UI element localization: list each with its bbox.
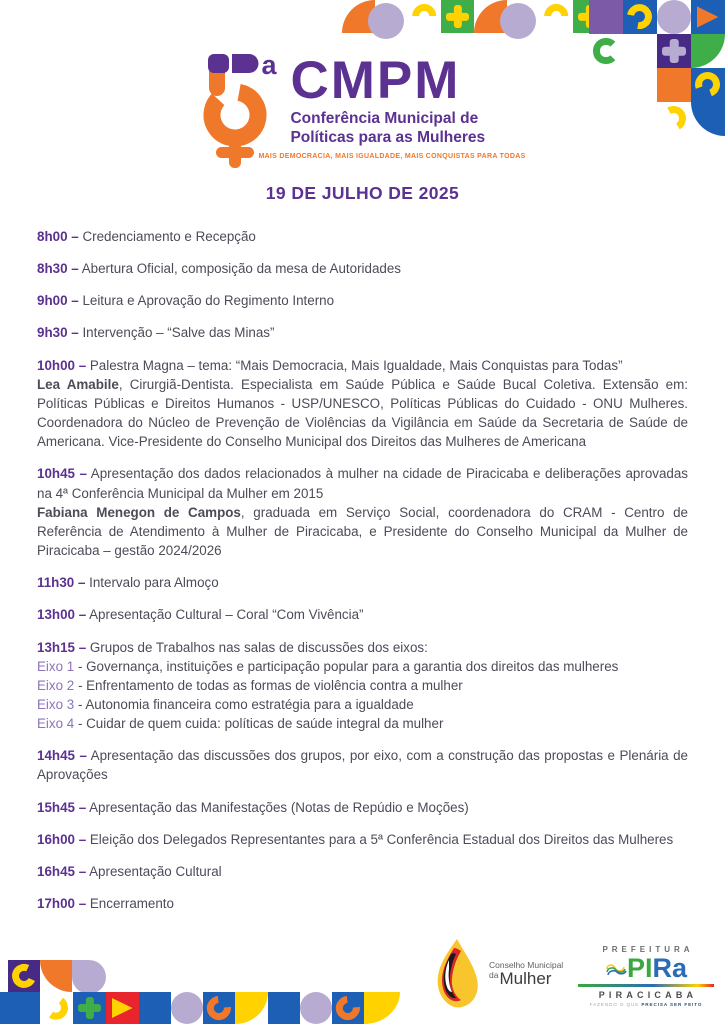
mosaic-tile: [589, 0, 623, 34]
eixo-desc: - Governança, instituições e participação popular para a garantia dos direitos das mulheres: [74, 658, 619, 674]
ring-shape: [9, 961, 39, 991]
schedule-time: 14h45 –: [37, 748, 87, 764]
eixo-label: Eixo 3: [37, 696, 75, 712]
council-name-main: Mulher: [499, 968, 552, 988]
eixo-label: Eixo 2: [37, 677, 75, 693]
mosaic-tile: [364, 992, 400, 1024]
prefeitura-tagline-light: FAZENDO O QUE: [589, 1001, 642, 1007]
schedule-time: 9h00 –: [37, 293, 79, 309]
schedule-time: 10h45 –: [37, 466, 87, 482]
eixo-label: Eixo 4: [37, 716, 75, 732]
mosaic-tile: [691, 34, 725, 68]
eixo-line: [37, 676, 688, 695]
event-acronym: CMPM: [290, 51, 461, 110]
wordmark-blue-part: Ra: [652, 953, 688, 983]
mosaic-tile: [573, 0, 606, 33]
mosaic-tile: [691, 68, 725, 102]
eixo-label: Eixo 1: [37, 658, 75, 674]
schedule-time: 8h30 –: [37, 261, 79, 277]
schedule-time: 15h45 –: [37, 799, 87, 815]
mosaic-tile: [40, 992, 73, 1024]
schedule-list: [37, 227, 688, 913]
arc-shape: [539, 0, 574, 34]
event-logo: [199, 50, 526, 168]
event-subtitle: [290, 110, 525, 147]
plus-shape: [73, 992, 106, 1024]
mosaic-tile: [268, 992, 300, 1024]
plus-shape: [441, 0, 474, 33]
schedule-item: [37, 227, 688, 246]
mosaic-tile: [300, 992, 332, 1024]
council-name-prefix: da: [489, 969, 499, 980]
logo-text: [258, 51, 526, 168]
schedule-item: [37, 291, 688, 310]
schedule-text: Apresentação Cultural: [89, 863, 222, 879]
plus-shape: [573, 0, 606, 33]
mosaic-tile: [139, 992, 171, 1024]
schedule-text: Apresentação das discussões dos grupos, por eixo, com a construção das propostas e Plenária de Aprovações: [37, 748, 688, 783]
schedule-text: Abertura Oficial, composição da mesa de Autoridades: [81, 261, 402, 277]
wordmark-underline: [578, 984, 714, 987]
council-logo-text: [489, 961, 563, 988]
schedule-time: 11h30 –: [37, 575, 86, 591]
schedule-item: [37, 323, 688, 342]
arc-shape: [407, 0, 442, 34]
schedule-text: Apresentação Cultural – Coral “Com Vivência”: [89, 607, 364, 623]
schedule-text: Leitura e Aprovação do Regimento Interno: [82, 293, 335, 309]
schedule-item: [37, 638, 688, 734]
council-flame-icon: [430, 938, 484, 1010]
mosaic-tile: [657, 0, 691, 34]
schedule-item: [37, 605, 688, 624]
ring-shape: [622, 0, 657, 35]
mosaic-tile: [0, 992, 40, 1024]
schedule-item: [37, 356, 688, 452]
eixo-line: [37, 657, 688, 676]
speaker-bio: , graduada em Serviço Social, coordenadora do CRAM - Centro de Referência de Atendimento à Mulher de Piracicaba, e Presidente do Conselho Municipal da Mulher de Piracicaba – gestão 2024/2026: [37, 504, 688, 559]
pira-ribbon-icon: [605, 960, 627, 978]
ring-shape: [691, 68, 724, 101]
prefeitura-city: PIRACICABA: [598, 989, 698, 1000]
mosaic-tile: [657, 102, 691, 136]
schedule-item: [37, 464, 688, 560]
mosaic-tile: [657, 34, 691, 68]
mosaic-tile: [691, 102, 725, 136]
prefeitura-wordmark: [572, 955, 720, 982]
speaker-bio: , Cirurgiã-Dentista. Especialista em Saúde Pública e Saúde Bucal Coletiva. Extensão em: Políticas Públicas e Direitos Humanos - USP/UNESCO, Políticas Públicas do Cuidado - ONU Mulheres. Coordenadora do Núcleo de Prevenção de Violências da Vigilância em Saúde da Secretaria de Saúde de Americana. Vice-Presidente do Conselho Municipal dos Direitos das Mulheres de Americana: [37, 376, 689, 450]
council-name-line1: Conselho Municipal: [489, 959, 564, 970]
eixo-desc: - Autonomia financeira como estratégia para a igualdade: [74, 696, 414, 712]
arrow-shape: [697, 6, 719, 28]
mosaic-tile: [8, 960, 40, 992]
bottom-left-mosaic-decoration: [0, 959, 402, 1024]
edition-ordinal: a: [261, 50, 277, 80]
ring-shape: [593, 38, 618, 63]
schedule-time: 16h00 –: [37, 831, 87, 847]
mosaic-tile: [106, 992, 139, 1024]
mosaic-tile: [623, 0, 657, 34]
mosaic-tile: [332, 992, 364, 1024]
ring-shape: [331, 991, 364, 1024]
mosaic-tile: [408, 0, 441, 33]
mosaic-tile: [73, 992, 106, 1024]
mosaic-tile: [474, 0, 507, 33]
schedule-text: Apresentação das Manifestações (Notas de Repúdio e Moções): [89, 799, 469, 815]
mosaic-tile: [40, 960, 72, 992]
mosaic-tile: [235, 992, 268, 1024]
schedule-time: 9h30 –: [37, 325, 79, 341]
schedule-text: Intervenção – “Salve das Minas”: [82, 325, 275, 341]
council-name-line2: [489, 970, 563, 988]
schedule-text: Eleição dos Delegados Representantes para a 5ª Conferência Estadual dos Direitos das Mulheres: [89, 831, 674, 847]
eixo-line: [37, 714, 688, 733]
date-heading: 19 DE JULHO DE 2025: [265, 183, 460, 203]
schedule-item: [37, 573, 688, 592]
schedule-text: Apresentação dos dados relacionados à mulher na cidade de Piracicaba e deliberações aprovadas na 4ª Conferência Municipal da Mulher em 2015: [37, 466, 689, 501]
prefeitura-logo: [572, 945, 720, 1007]
mosaic-tile: [72, 960, 106, 994]
schedule-item: [37, 862, 688, 881]
schedule-item: [37, 894, 688, 913]
schedule-item: [37, 830, 688, 849]
schedule-time: 13h00 –: [37, 607, 87, 623]
schedule-item: [37, 746, 688, 784]
eixo-line: [37, 695, 688, 714]
mosaic-tile: [657, 68, 691, 102]
mosaic-tile: [500, 3, 536, 39]
plus-shape: [657, 34, 691, 68]
schedule-time: 8h00 –: [37, 229, 79, 244]
prefeitura-tagline: [572, 1002, 720, 1007]
event-subtitle-line2: Políticas para as Mulheres: [290, 128, 486, 146]
schedule-time: 10h00 –: [37, 357, 87, 373]
schedule-time: 16h45 –: [37, 863, 87, 879]
mosaic-tile: [589, 34, 623, 68]
council-logo: [430, 938, 563, 1010]
schedule-text: Grupos de Trabalhos nas salas de discussões dos eixos:: [89, 639, 428, 655]
eixo-desc: - Enfrentamento de todas as formas de violência contra a mulher: [74, 677, 463, 693]
mosaic-tile: [342, 0, 375, 33]
female-symbol-edition-icon: [199, 50, 281, 168]
schedule-text: Credenciamento e Recepção: [82, 229, 256, 244]
event-subtitle-line1: Conferência Municipal de: [290, 110, 479, 128]
prefeitura-tagline-bold: PRECISA SER FEITO: [641, 1001, 703, 1007]
mosaic-tile: [691, 0, 725, 34]
arrow-shape: [112, 997, 134, 1018]
schedule-item: [37, 798, 688, 817]
speaker-name: Lea Amabile: [37, 376, 119, 392]
mosaic-tile: [540, 0, 573, 33]
schedule-time: 13h15 –: [37, 639, 87, 655]
schedule-time: 17h00 –: [37, 896, 87, 912]
arc-shape: [659, 104, 690, 135]
schedule-item: [37, 259, 688, 278]
prefeitura-header: PREFEITURA: [602, 945, 694, 954]
event-tagline: MAIS DEMOCRACIA, MAIS IGUALDADE, MAIS CONQUISTAS PARA TODAS: [258, 152, 526, 160]
schedule-text: Intervalo para Almoço: [89, 575, 219, 591]
speaker-name: Fabiana Menegon de Campos: [37, 504, 241, 520]
ring-shape: [202, 991, 235, 1024]
arc-shape: [43, 994, 71, 1022]
schedule-text: Encerramento: [89, 896, 174, 912]
mosaic-tile: [441, 0, 474, 33]
mosaic-tile: [171, 992, 203, 1024]
wordmark-green-part: PI: [626, 953, 653, 983]
schedule-text: Palestra Magna – tema: “Mais Democracia, Mais Igualdade, Mais Conquistas para Todas”: [89, 357, 623, 373]
eixo-desc: - Cuidar de quem cuida: políticas de saúde integral da mulher: [74, 716, 444, 732]
mosaic-tile: [203, 992, 235, 1024]
mosaic-tile: [368, 3, 404, 39]
